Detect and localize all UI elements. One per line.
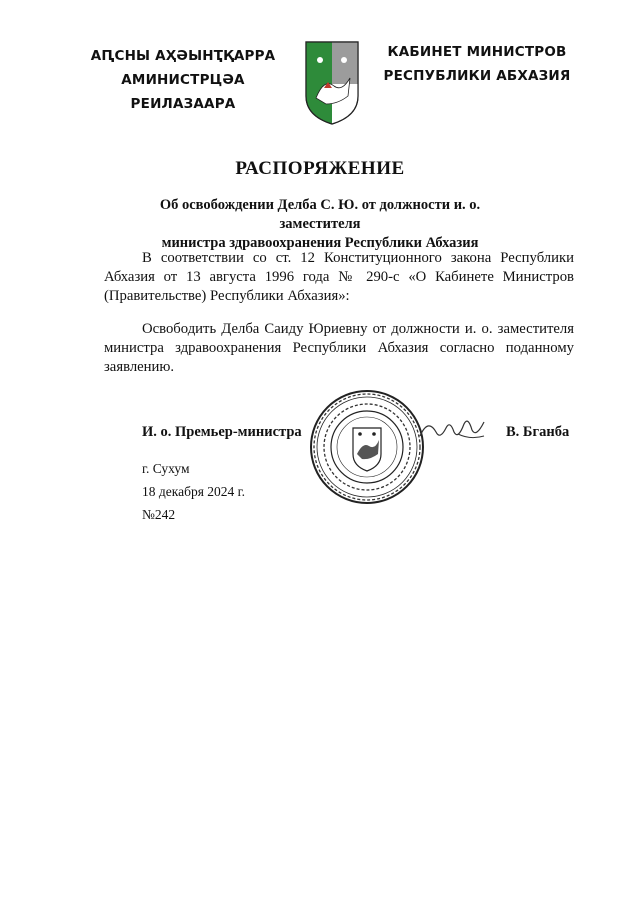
subject-line1: Об освобождении Делба С. Ю. от должности и. о. заместителя [159,197,481,232]
paragraph-basis: В соответствии со ст. 12 Конституционного закона Республики Абхазия от 13 августа 1996 года № 290-с «О Кабинете Министров (Правительстве) Республики Абхазия»: [104,250,574,304]
document-number: №242 [142,507,176,522]
document-date: 18 декабря 2024 г. [142,484,246,499]
abkhazia-emblem-icon [302,38,362,126]
subject-line2: министра здравоохранения Республики Абхазия [161,235,479,251]
header-left-block [68,44,298,116]
official-seal-icon [308,388,426,506]
header-left-line2: АМИНИСТРЦӘА РЕИЛАЗААРА [121,72,245,112]
paragraph-order: Освободить Делба Саиду Юриевну от должности и. о. заместителя министра здравоохранения Республики Абхазия согласно поданному заявлению. [104,321,574,375]
document-subject [120,196,520,253]
handwritten-signature-icon [418,410,488,446]
signatory-name: В. Бганба [506,424,570,440]
document-city: г. Сухум [142,461,190,476]
header-right-line1: КАБИНЕТ МИНИСТРОВ [387,44,567,60]
header-right-line2: РЕСПУБЛИКИ АБХАЗИЯ [383,68,571,84]
document-title: РАСПОРЯЖЕНИЕ [235,158,405,179]
signatory-role: И. о. Премьер-министра [142,424,302,440]
header-right-block [372,40,582,88]
header-left-line1: АԤСНЫ АҲӘЫНҬҚАРРА [90,48,276,64]
